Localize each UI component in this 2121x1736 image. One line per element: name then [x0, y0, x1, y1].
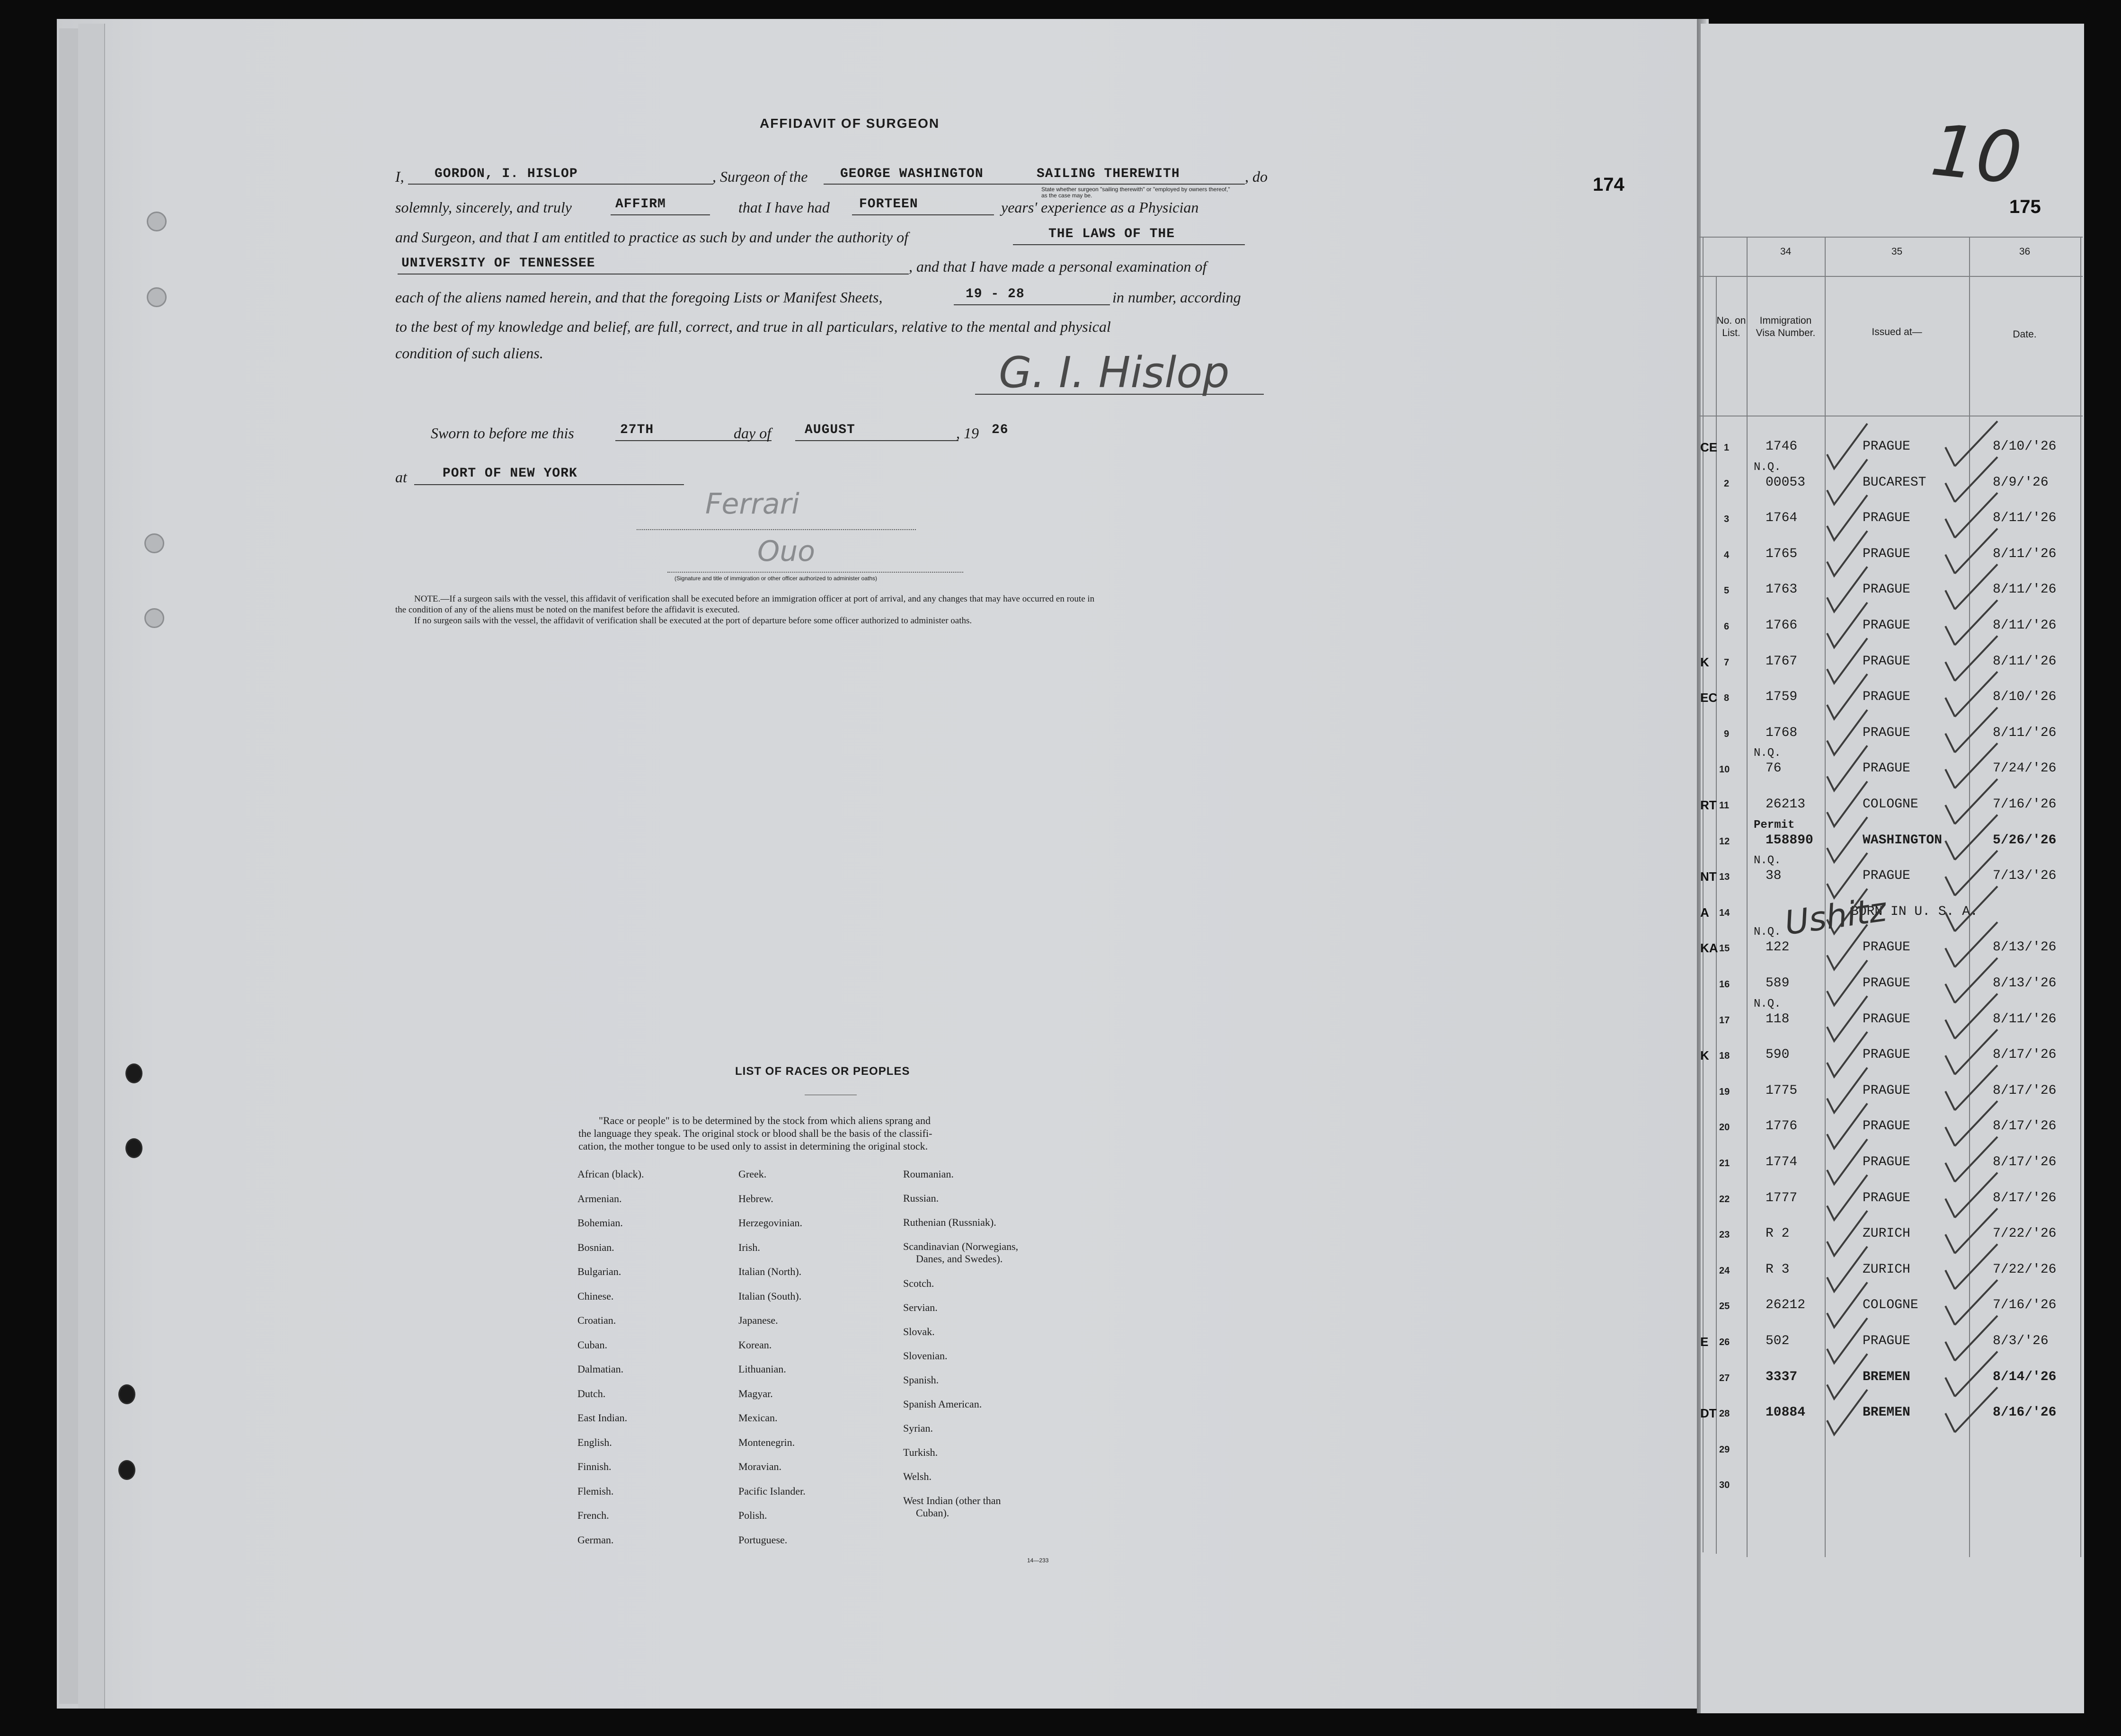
race-item: Cuban.	[577, 1338, 607, 1351]
issue-date: 7/24/'26	[1993, 761, 2057, 776]
issue-date: 7/13/'26	[1993, 868, 2057, 884]
race-item: Montenegrin.	[738, 1436, 795, 1448]
handwritten-number: 10	[1927, 109, 2026, 201]
row-number: 25	[1719, 1301, 1730, 1312]
column-header-visa: Immigration Visa Number.	[1756, 315, 1816, 338]
visa-number: R 3	[1766, 1262, 1790, 1277]
issue-date: 8/14/'26	[1993, 1369, 2057, 1384]
race-item: Scandinavian (Norwegians,	[903, 1240, 1019, 1252]
visa-number: 1759	[1766, 690, 1798, 705]
issue-date: 8/10/'26	[1993, 439, 2057, 454]
row-number: 17	[1719, 1015, 1730, 1026]
affidavit-text: Sworn to before me this	[431, 425, 574, 442]
race-item: Irish.	[738, 1241, 760, 1253]
row-number: 13	[1719, 872, 1730, 883]
row-fragment: NT	[1700, 869, 1717, 884]
issued-at: PRAGUE	[1863, 546, 1910, 561]
officer-stamp: Ferrari	[705, 487, 799, 521]
races-intro: the language they speak. The original stock or blood shall be the basis of the classifi-	[578, 1127, 932, 1139]
row-number: 27	[1719, 1373, 1730, 1383]
race-item: Dutch.	[577, 1387, 606, 1399]
race-item: Slovenian.	[903, 1350, 948, 1362]
issued-at: PRAGUE	[1863, 761, 1910, 776]
row-number: 5	[1724, 585, 1730, 596]
issued-at: PRAGUE	[1863, 940, 1910, 955]
row-number: 9	[1724, 728, 1730, 739]
row-number: 21	[1719, 1158, 1730, 1169]
issue-date: 7/16/'26	[1993, 1298, 2057, 1313]
affidavit-text: , Surgeon of the	[712, 168, 808, 185]
visa-number: 00053	[1766, 475, 1806, 490]
years-experience: FORTEEN	[859, 197, 918, 212]
race-item: French.	[577, 1509, 609, 1521]
affidavit-text: at	[395, 469, 407, 486]
race-item: Bosnian.	[577, 1241, 614, 1253]
visa-number: 1776	[1766, 1119, 1798, 1134]
visa-number: 1768	[1766, 725, 1798, 740]
vessel-name: GEORGE WASHINGTON	[840, 167, 984, 181]
row-number: 1	[1724, 443, 1730, 453]
page-edge	[59, 28, 79, 1704]
race-item: Polish.	[738, 1509, 767, 1521]
row-number: 26	[1719, 1337, 1730, 1347]
issue-date: 5/26/'26	[1993, 833, 2057, 848]
race-item: Portuguese.	[738, 1533, 788, 1546]
row-number: 3	[1724, 514, 1730, 525]
punch-hole	[125, 1063, 142, 1083]
affidavit-text: , and that I have made a personal examination of	[909, 258, 1207, 275]
row-number: 7	[1724, 657, 1730, 668]
affidavit-text: in number, according	[1112, 289, 1241, 306]
issued-at: PRAGUE	[1863, 1119, 1910, 1134]
row-fragment: KA	[1700, 941, 1718, 956]
issued-at: PRAGUE	[1863, 976, 1910, 991]
row-number: 28	[1719, 1408, 1730, 1419]
visa-number: 1746	[1766, 439, 1798, 454]
race-item: Turkish.	[903, 1446, 938, 1458]
row-number: 16	[1719, 979, 1730, 990]
issue-date: 8/11/'26	[1993, 725, 2057, 740]
handwritten-annotation: Ushitz	[1782, 890, 1889, 943]
race-item: Magyar.	[738, 1387, 773, 1399]
row-number: 22	[1719, 1194, 1730, 1205]
row-prefix: N.Q.	[1754, 926, 1781, 939]
row-number: 11	[1719, 800, 1730, 811]
row-fragment: A	[1700, 905, 1709, 920]
affidavit-text: , do	[1245, 168, 1268, 185]
race-item: Welsh.	[903, 1470, 932, 1482]
issued-at: PRAGUE	[1863, 1334, 1910, 1348]
issued-at: ZURICH	[1863, 1226, 1910, 1241]
row-prefix: N.Q.	[1754, 854, 1781, 868]
affidavit-text: years' experience as a Physician	[1001, 199, 1199, 216]
issued-at: BUCAREST	[1863, 475, 1926, 490]
issued-at: PRAGUE	[1863, 439, 1910, 454]
row-fragment: K	[1700, 1048, 1709, 1063]
note-line: If no surgeon sails with the vessel, the affidavit of verification shall be executed at the port of departure before some officer authorized to administer oaths.	[414, 616, 972, 626]
binder-hole	[144, 608, 164, 628]
punch-hole	[125, 1138, 142, 1158]
row-number: 2	[1724, 478, 1730, 489]
row-fragment: DT	[1700, 1406, 1717, 1421]
right-page-number: 175	[2009, 196, 2041, 217]
issue-date: 8/10/'26	[1993, 690, 2057, 705]
visa-number: 1765	[1766, 546, 1798, 561]
visa-number: 26213	[1766, 797, 1806, 812]
visa-number: 76	[1766, 761, 1782, 776]
sailing-note: State whether surgeon "sailing therewith" or "employed by owners thereof," as the case may be.	[1041, 186, 1230, 199]
sailing-status: SAILING THEREWITH	[1037, 167, 1180, 181]
row-number: 15	[1719, 943, 1730, 954]
races-intro: "Race or people" is to be determined by the stock from which aliens sprang and	[599, 1115, 931, 1126]
row-prefix: N.Q.	[1754, 461, 1781, 474]
visa-number: 1777	[1766, 1190, 1798, 1205]
row-number: 4	[1724, 549, 1730, 560]
row-header: No. on List.	[1716, 315, 1746, 338]
issue-date: 8/11/'26	[1993, 1011, 2057, 1027]
row-number: 29	[1719, 1444, 1730, 1455]
race-item: Italian (North).	[738, 1266, 802, 1277]
authority-line-1: THE LAWS OF THE	[1048, 227, 1175, 241]
page-edge	[78, 24, 105, 1709]
issued-at: PRAGUE	[1863, 582, 1910, 597]
visa-number: 3337	[1766, 1369, 1798, 1384]
visa-number: 38	[1766, 868, 1782, 884]
issue-date: 8/11/'26	[1993, 546, 2057, 561]
form-code: 14—233	[1027, 1557, 1049, 1564]
punch-hole	[118, 1384, 135, 1404]
race-item: Hebrew.	[738, 1192, 773, 1205]
race-item: Russian.	[903, 1192, 939, 1204]
issued-at: BREMEN	[1863, 1369, 1910, 1384]
visa-number: 1766	[1766, 618, 1798, 633]
race-item: Korean.	[738, 1338, 772, 1351]
issue-date: 8/17/'26	[1993, 1119, 2057, 1134]
race-item: Chinese.	[577, 1290, 614, 1302]
check-marks	[1699, 402, 2087, 1491]
race-item: African (black).	[577, 1168, 644, 1180]
issue-date: 8/9/'26	[1993, 475, 2049, 490]
issued-at: PRAGUE	[1863, 618, 1910, 633]
race-item: East Indian.	[577, 1412, 628, 1424]
visa-number: 158890	[1766, 833, 1813, 848]
visa-number: 118	[1766, 1011, 1790, 1027]
issue-date: 8/17/'26	[1993, 1083, 2057, 1098]
issued-at: COLOGNE	[1863, 797, 1918, 812]
visa-number: 1764	[1766, 511, 1798, 526]
issue-date: 8/11/'26	[1993, 654, 2057, 669]
race-item: English.	[577, 1436, 612, 1448]
row-prefix: N.Q.	[1754, 997, 1781, 1010]
sworn-day: 27TH	[620, 423, 654, 437]
race-item: Dalmatian.	[577, 1363, 624, 1375]
race-item: Bulgarian.	[577, 1266, 621, 1277]
race-item: Flemish.	[577, 1485, 614, 1497]
issued-at: PRAGUE	[1863, 1190, 1910, 1205]
issue-date: 8/13/'26	[1993, 976, 2057, 991]
note-line: NOTE.—If a surgeon sails with the vessel, this affidavit of verification shall be executed before an immigration officer at port of arrival, and any changes that may have occurred en route in	[414, 594, 1095, 604]
race-item: Herzegovinian.	[738, 1217, 802, 1229]
race-item: Ruthenian (Russniak).	[903, 1216, 996, 1228]
affidavit-text: to the best of my knowledge and belief, are full, correct, and true in all particulars, relative to the mental and physical	[395, 318, 1111, 335]
surgeon-name: GORDON, I. HISLOP	[435, 167, 578, 181]
affidavit-text: and Surgeon, and that I am entitled to practice as such by and under the authority of	[395, 229, 908, 246]
officer-signature: Ouo	[757, 535, 815, 568]
visa-number: 26212	[1766, 1298, 1806, 1313]
affidavit-text: , 19	[956, 425, 979, 442]
oath-type: AFFIRM	[615, 197, 666, 212]
port-of-arrival: PORT OF NEW YORK	[443, 466, 577, 481]
issued-at: BREMEN	[1863, 1405, 1910, 1420]
affidavit-text: condition of such aliens.	[395, 345, 543, 362]
visa-number: 1774	[1766, 1155, 1798, 1169]
issued-at: COLOGNE	[1863, 1298, 1918, 1313]
row-number: 24	[1719, 1265, 1730, 1276]
race-item: Slovak.	[903, 1326, 935, 1337]
race-item: Italian (South).	[738, 1290, 802, 1302]
visa-number: R 2	[1766, 1226, 1790, 1241]
issued-at: PRAGUE	[1863, 1083, 1910, 1098]
officer-caption: (Signature and title of immigration or other officer authorized to administer oaths)	[674, 575, 877, 582]
race-item: Spanish American.	[903, 1398, 982, 1410]
row-number: 30	[1719, 1480, 1730, 1491]
issued-at: ZURICH	[1863, 1262, 1910, 1277]
race-item: Japanese.	[738, 1314, 778, 1326]
race-item: Greek.	[738, 1168, 767, 1180]
issued-at: WASHINGTON	[1863, 833, 1943, 848]
issued-at: PRAGUE	[1863, 868, 1910, 884]
row-number: 10	[1719, 764, 1730, 775]
row-number: 19	[1719, 1086, 1730, 1097]
issue-date: 8/16/'26	[1993, 1405, 2057, 1420]
race-item: Servian.	[903, 1302, 938, 1313]
issued-at: BORN IN U. S. A.	[1851, 904, 1978, 919]
visa-number: 122	[1766, 940, 1790, 955]
visa-number: 590	[1766, 1047, 1790, 1063]
race-item: Scotch.	[903, 1277, 934, 1289]
column-number: 34	[1780, 246, 1792, 257]
race-item: Mexican.	[738, 1412, 778, 1424]
issue-date: 8/11/'26	[1993, 618, 2057, 633]
affidavit-text: I,	[395, 168, 404, 185]
column-number: 36	[2019, 246, 2031, 257]
issue-date: 8/3/'26	[1993, 1334, 2049, 1348]
left-page-number: 174	[1593, 174, 1624, 195]
row-fragment: EC	[1700, 691, 1718, 705]
check-mark	[1827, 424, 1867, 469]
issue-date: 8/17/'26	[1993, 1155, 2057, 1169]
affidavit-text: that I have had	[738, 199, 830, 216]
race-item: Armenian.	[577, 1192, 622, 1205]
visa-number: 589	[1766, 976, 1790, 991]
issued-at: PRAGUE	[1863, 725, 1910, 740]
row-number: 14	[1719, 907, 1730, 918]
row-number: 20	[1719, 1122, 1730, 1133]
race-item: Roumanian.	[903, 1168, 954, 1180]
issue-date: 8/17/'26	[1993, 1047, 2057, 1063]
race-item: Bohemian.	[577, 1217, 623, 1229]
binder-hole	[147, 212, 167, 231]
affidavit-text: each of the aliens named herein, and that the foregoing Lists or Manifest Sheets,	[395, 289, 883, 306]
race-item: Pacific Islander.	[738, 1485, 806, 1497]
race-item: Lithuanian.	[738, 1363, 786, 1375]
sheets-count: 19 - 28	[966, 287, 1025, 301]
issued-at: PRAGUE	[1863, 1155, 1910, 1169]
affidavit-title: AFFIDAVIT OF SURGEON	[760, 116, 940, 131]
race-item: Syrian.	[903, 1422, 933, 1434]
column-header-issued: Issued at—	[1872, 327, 1922, 337]
issue-date: 8/11/'26	[1993, 511, 2057, 526]
race-item: Danes, and Swedes).	[916, 1253, 1003, 1265]
issue-date: 8/17/'26	[1993, 1190, 2057, 1205]
race-item: Finnish.	[577, 1461, 612, 1472]
affidavit-text: day of	[734, 425, 772, 442]
left-page	[57, 19, 1709, 1709]
issued-at: PRAGUE	[1863, 1011, 1910, 1027]
surgeon-signature: G. I. Hislop	[999, 348, 1230, 398]
race-item: German.	[577, 1533, 614, 1546]
row-number: 6	[1724, 621, 1730, 632]
visa-number: 10884	[1766, 1405, 1806, 1420]
authority-line-2: UNIVERSITY OF TENNESSEE	[401, 256, 595, 271]
row-number: 8	[1724, 693, 1730, 704]
race-item: Croatian.	[577, 1314, 616, 1326]
issued-at: PRAGUE	[1863, 1047, 1910, 1063]
visa-number: 1775	[1766, 1083, 1798, 1098]
row-prefix: N.Q.	[1754, 747, 1781, 760]
races-title: LIST OF RACES OR PEOPLES	[735, 1065, 910, 1078]
issue-date: 8/11/'26	[1993, 582, 2057, 597]
race-item: Moravian.	[738, 1461, 782, 1472]
issue-date: 7/22/'26	[1993, 1226, 2057, 1241]
row-number: 12	[1719, 836, 1730, 847]
issued-at: PRAGUE	[1863, 654, 1910, 669]
issue-date: 7/22/'26	[1993, 1262, 2057, 1277]
row-fragment: K	[1700, 655, 1709, 669]
note-line: the condition of any of the aliens must be noted on the manifest before the affidavit is executed.	[395, 605, 740, 615]
issued-at: PRAGUE	[1863, 511, 1910, 526]
race-item: Spanish.	[903, 1374, 939, 1386]
check-mark	[1945, 421, 1997, 466]
visa-number: 502	[1766, 1334, 1790, 1348]
issue-date: 8/13/'26	[1993, 940, 2057, 955]
visa-number: 1763	[1766, 582, 1798, 597]
issued-at: PRAGUE	[1863, 690, 1910, 705]
column-number: 35	[1891, 246, 1903, 257]
race-item: Cuban).	[916, 1507, 950, 1519]
column-header-date: Date.	[2013, 329, 2037, 340]
row-fragment: CE	[1700, 440, 1718, 454]
row-number: 23	[1719, 1230, 1730, 1240]
sworn-month: AUGUST	[805, 423, 855, 437]
row-number: 18	[1719, 1051, 1730, 1062]
binder-hole	[147, 287, 167, 307]
race-item: West Indian (other than	[903, 1495, 1001, 1506]
issue-date: 7/16/'26	[1993, 797, 2057, 812]
binder-hole	[144, 533, 164, 553]
row-fragment: E	[1700, 1335, 1709, 1349]
row-prefix: Permit	[1754, 818, 1795, 832]
visa-number: 1767	[1766, 654, 1798, 669]
punch-hole	[118, 1460, 135, 1480]
affidavit-text: solemnly, sincerely, and truly	[395, 199, 572, 216]
races-intro: cation, the mother tongue to be used only to assist in determining the original stock.	[578, 1140, 928, 1152]
sworn-year: 26	[992, 423, 1009, 437]
row-fragment: RT	[1700, 798, 1717, 812]
